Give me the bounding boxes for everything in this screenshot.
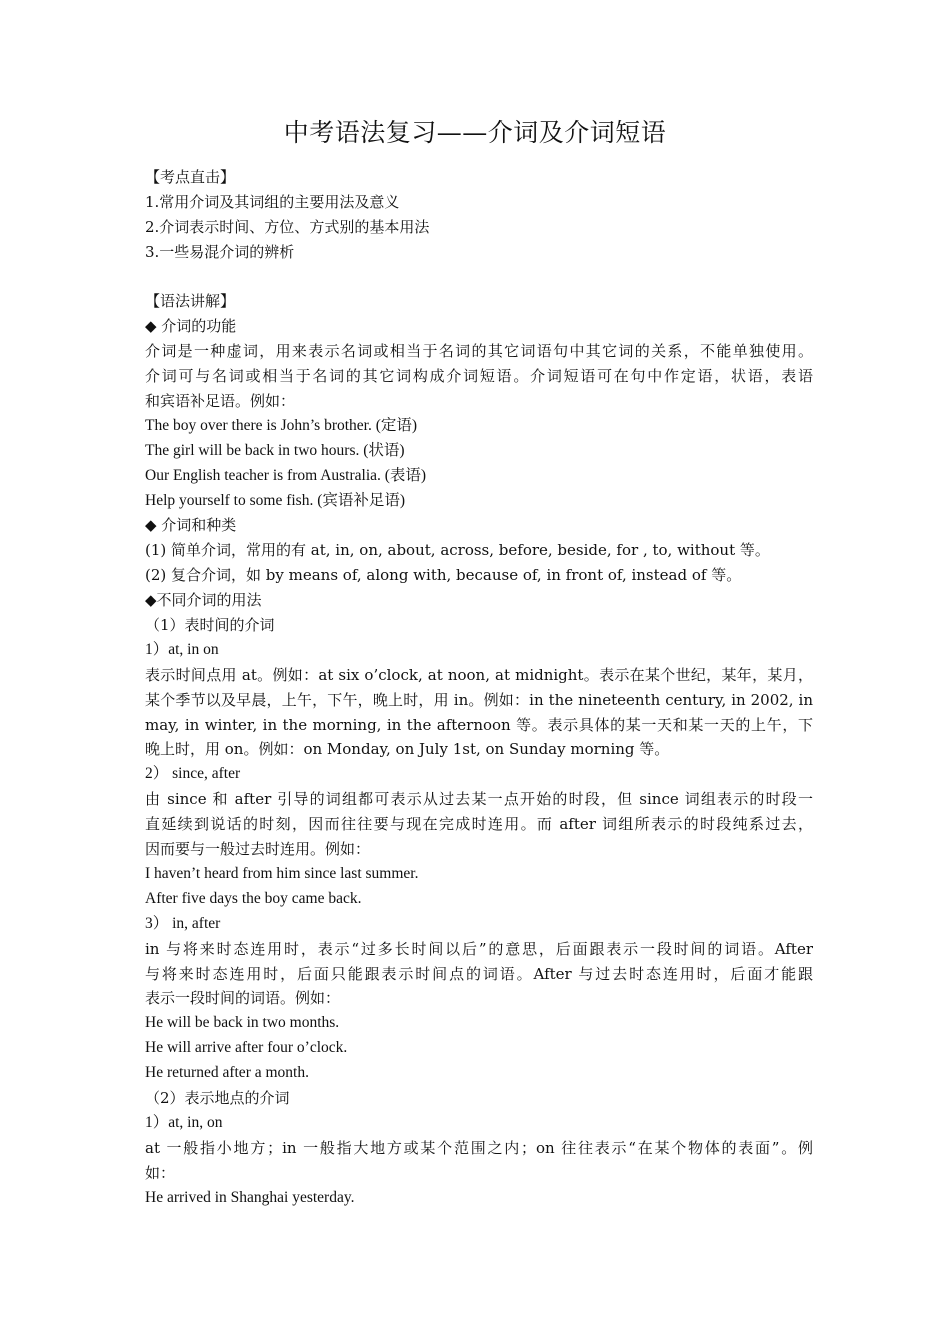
paragraph-line: 表示一段时间的词语。例如： bbox=[145, 989, 341, 1008]
subsection-heading: （2）表示地点的介词 bbox=[145, 1088, 290, 1107]
bullet-heading: ◆ 介词和种类 bbox=[145, 516, 237, 535]
text-line: 2.介词表示时间、方位、方式别的基本用法 bbox=[145, 217, 430, 236]
example-sentence: The boy over there is John’s brother. (定语) bbox=[145, 416, 418, 434]
section-heading: 【考点直击】 bbox=[145, 168, 236, 186]
paragraph-line: 和宾语补足语。例如： bbox=[145, 392, 296, 411]
example-sentence: The girl will be back in two hours. (状语) bbox=[145, 441, 405, 459]
section-heading: 【语法讲解】 bbox=[145, 292, 236, 311]
example-sentence: He will arrive after four o’clock. bbox=[145, 1039, 348, 1057]
paragraph-line: 由 since 和 after 引导的词组都可表示从过去某一点开始的时段，但 since 词组表示的时段一 bbox=[145, 790, 813, 809]
paragraph-line: 介词可与名词或相当于名词的其它词构成介词短语。介词短语可在句中作定语，状语，表语 bbox=[145, 367, 813, 386]
item-heading: 3） in, after bbox=[145, 914, 221, 932]
example-sentence: I haven’t heard from him since last summer. bbox=[145, 864, 419, 882]
paragraph-line: in 与将来时态连用时，表示“过多长时间以后”的意思，后面跟表示一段时间的词语。After bbox=[145, 939, 813, 958]
paragraph-line: 某个季节以及早晨，上午，下午，晚上时，用 in。例如：in the nineteenth century, in 2002, in bbox=[145, 690, 813, 709]
example-sentence: He arrived in Shanghai yesterday. bbox=[145, 1188, 355, 1206]
paragraph-line: 直延续到说话的时刻，因而往往要与现在完成时连用。而 after 词组所表示的时段纯系过去， bbox=[145, 815, 813, 834]
example-sentence: After five days the boy came back. bbox=[145, 889, 362, 907]
example-sentence: Help yourself to some fish. (宾语补足语) bbox=[145, 491, 406, 509]
paragraph-line: 因而要与一般过去时连用。例如： bbox=[145, 840, 371, 859]
example-sentence: Our English teacher is from Australia. (表语) bbox=[145, 466, 427, 484]
text-line: (1) 简单介词，常用的有 at, in, on, about, across, before, beside, for , to, without 等。 bbox=[145, 541, 770, 560]
text-line: 3.一些易混介词的辨析 bbox=[145, 242, 295, 261]
item-heading: 1）at, in, on bbox=[145, 1113, 223, 1131]
subsection-heading: （1）表时间的介词 bbox=[145, 616, 275, 635]
document-body bbox=[145, 165, 813, 1210]
paragraph-line: 介词是一种虚词，用来表示名词或相当于名词的其它词语句中其它词的关系，不能单独使用。 bbox=[145, 342, 813, 361]
paragraph-line: 如： bbox=[145, 1163, 176, 1182]
item-heading: 2） since, after bbox=[145, 765, 241, 783]
text-line: (2) 复合介词，如 by means of, along with, because of, in front of, instead of 等。 bbox=[145, 566, 742, 585]
blank-line bbox=[145, 265, 813, 290]
paragraph-line: 晚上时，用 on。例如：on Monday, on July 1st, on Sunday morning 等。 bbox=[145, 740, 670, 759]
page-title: 中考语法复习——介词及介词短语 bbox=[283, 118, 667, 147]
text-line: 1.常用介词及其词组的主要用法及意义 bbox=[145, 192, 400, 211]
example-sentence: He will be back in two months. bbox=[145, 1014, 340, 1032]
example-sentence: He returned after a month. bbox=[145, 1064, 309, 1082]
item-heading: 1）at, in on bbox=[145, 640, 219, 658]
paragraph-line: 与将来时态连用时，后面只能跟表示时间点的词语。After 与过去时态连用时，后面才能跟 bbox=[145, 964, 813, 983]
bullet-heading: ◆ 介词的功能 bbox=[145, 317, 237, 336]
paragraph-line: 表示时间点用 at。例如：at six o’clock, at noon, at midnight。表示在某个世纪，某年，某月， bbox=[145, 665, 813, 684]
paragraph-line: may, in winter, in the morning, in the afternoon 等。表示具体的某一天和某一天的上午，下 bbox=[145, 715, 813, 734]
bullet-heading: ◆不同介词的用法 bbox=[145, 591, 262, 610]
paragraph-line: at 一般指小地方；in 一般指大地方或某个范围之内；on 往往表示“在某个物体的表面”。例 bbox=[145, 1138, 813, 1157]
